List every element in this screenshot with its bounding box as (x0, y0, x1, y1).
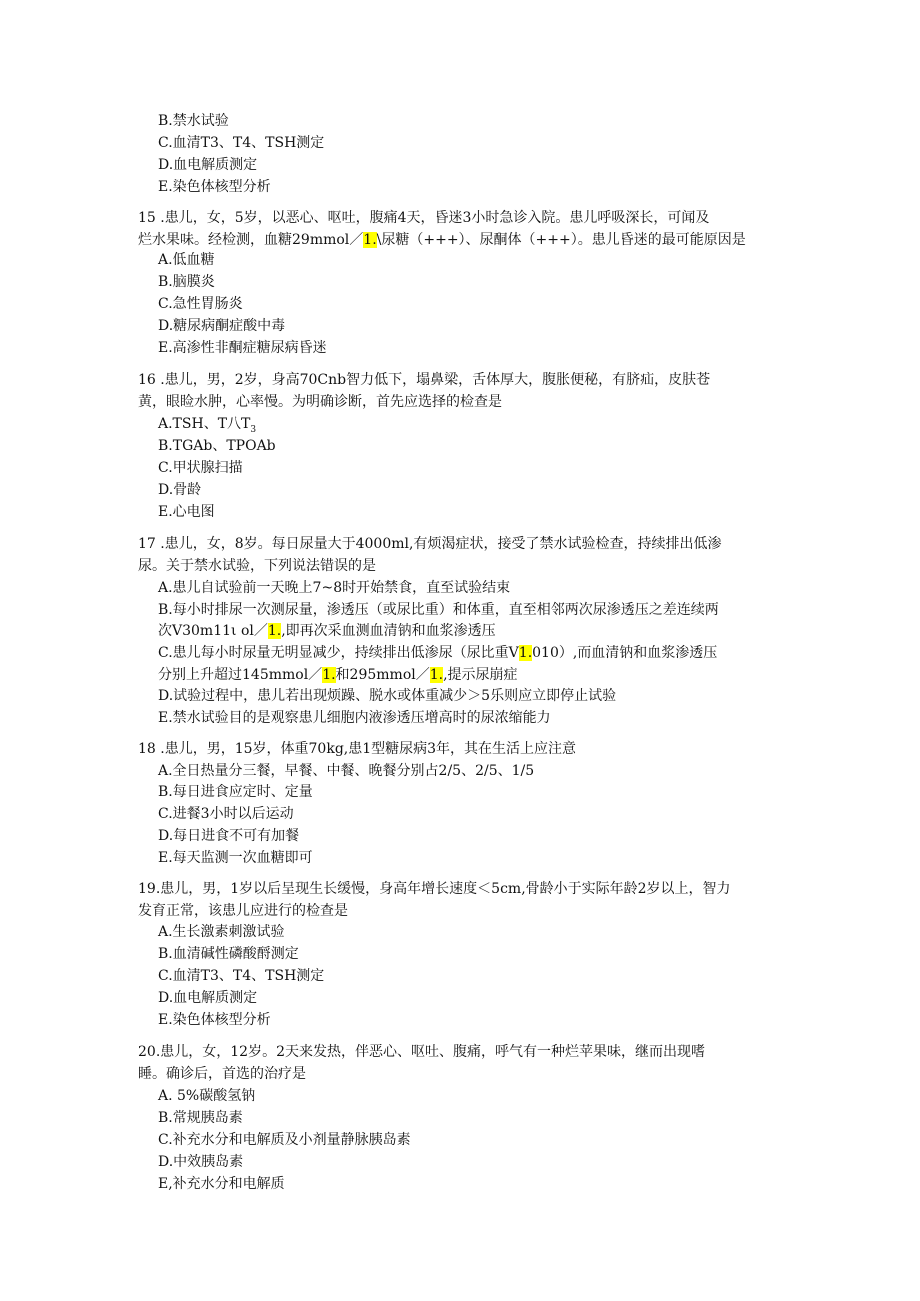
answer-option-line (158, 578, 510, 598)
text-segment: C.甲状腺扫描 (158, 460, 243, 476)
text-segment: C.患儿每小时尿量无明显减少，持续排出低渗尿（尿比重V (158, 645, 519, 661)
question-text-line (138, 879, 731, 899)
answer-option-line (158, 177, 271, 197)
answer-option-line (158, 826, 299, 846)
text-segment: A.全日热量分三餐，早餐、中餐、晚餐分别占2/5、2/5、1/5 (158, 763, 535, 779)
answer-option-line (158, 155, 257, 175)
answer-option-line (158, 804, 294, 824)
highlighted-text: 1. (267, 623, 282, 639)
answer-option-line (158, 272, 215, 292)
answer-option-line (158, 294, 243, 314)
answer-option-line (158, 436, 276, 456)
question-text-line (138, 208, 709, 228)
text-segment: 20.患儿，女，12岁。2天来发热，伴恶心、呕吐、腹痛，呼气有一种烂苹果味，继而出现嗜 (138, 1044, 705, 1060)
text-segment: 黄，眼睑水肿，心率慢。为明确诊断，首先应选择的检查是 (138, 394, 502, 410)
text-segment: D.试验过程中，患儿若出现烦躁、脱水或体重减少＞5乐则应立即停止试验 (158, 688, 617, 704)
text-segment: B.每日进食应定时、定量 (158, 784, 313, 800)
question-text-line (138, 370, 710, 390)
answer-option-line (158, 338, 327, 358)
answer-option-line (158, 1130, 411, 1150)
text-segment: 和295mmol／ (335, 667, 430, 683)
answer-option-line (158, 761, 534, 781)
text-segment: D.骨龄 (158, 482, 202, 498)
text-segment: ,提示尿崩症 (443, 667, 518, 683)
answer-option-line (158, 414, 256, 434)
question-text-line (138, 230, 746, 250)
answer-option-line (158, 250, 215, 270)
answer-option-line (158, 686, 616, 706)
text-segment: C.进餐3小时以后运动 (158, 806, 294, 822)
highlighted-text: 1. (322, 667, 336, 683)
text-segment: E,补充水分和电解质 (158, 1176, 285, 1192)
question-text-line (138, 901, 348, 921)
highlighted-text: 1. (518, 645, 533, 661)
text-segment: 010）,而血清钠和血浆渗透压 (532, 645, 718, 661)
text-segment: A. 5%碳酸氢钠 (158, 1088, 256, 1104)
answer-option-line (158, 502, 215, 522)
text-segment: E.每天监测一次血糖即可 (158, 850, 313, 866)
text-segment: C.血清T3、T4、TSH测定 (158, 968, 325, 984)
text-segment: B.TGAb、TPOAb (158, 438, 276, 454)
text-segment: E.高渗性非酮症糖尿病昏迷 (158, 340, 327, 356)
highlighted-text: 1. (363, 232, 377, 248)
text-segment: B.禁水试验 (158, 113, 229, 129)
text-segment: 发育正常，该患儿应进行的检查是 (138, 903, 348, 919)
text-segment: 睡。确诊后，首选的治疗是 (138, 1066, 306, 1082)
text-segment: 尿。关于禁水试验，下列说法错误的是 (138, 558, 376, 574)
question-text-line (138, 534, 721, 554)
answer-option-line (158, 621, 496, 641)
answer-option-line (158, 1086, 255, 1106)
text-segment: 烂水果味。经检测，血糖29mmol／ (138, 232, 364, 248)
text-segment: A.患儿自试验前一天晚上7~8时开始禁食，直至试验结束 (158, 580, 511, 596)
answer-option-line (158, 480, 201, 500)
question-text-line (138, 1042, 705, 1062)
question-text-line (138, 556, 376, 576)
text-segment: B.血清碱性磷酸酹测定 (158, 946, 299, 962)
answer-option-line (158, 643, 717, 663)
answer-option-line (158, 1108, 243, 1128)
text-segment: 19.患儿，男，1岁以后呈现生长缓慢，身高年增长速度＜5cm,骨龄小于实际年龄2岁以上，智力 (138, 881, 731, 897)
text-segment: D.血电解质测定 (158, 990, 258, 1006)
answer-option-line (158, 316, 285, 336)
answer-option-line (158, 111, 229, 131)
question-text-line (138, 1064, 306, 1084)
text-segment: B.每小时排尿一次测尿量，渗透压（或尿比重）和体重，直至相邻两次尿渗透压之差连续两 (158, 602, 719, 618)
subscript-text: 3 (250, 424, 257, 435)
answer-option-line (158, 848, 313, 868)
answer-option-line (158, 922, 285, 942)
answer-option-line (158, 600, 719, 620)
text-segment: \尿糖（+++）、尿酮体（+++）。患儿昏迷的最可能原因是 (376, 232, 746, 248)
text-segment: D.中效胰岛素 (158, 1154, 244, 1170)
question-text-line (138, 392, 502, 412)
text-segment: A.TSH、T八T (158, 416, 251, 432)
highlighted-text: 1. (429, 667, 444, 683)
question-text-line (138, 739, 576, 759)
text-segment: B.常规胰岛素 (158, 1110, 243, 1126)
answer-option-line (158, 1010, 271, 1030)
text-segment: D.每日进食不可有加餐 (158, 828, 300, 844)
text-segment: D.糖尿病酮症酸中毒 (158, 318, 286, 334)
text-segment: 次V30m11ι ol／ (158, 623, 268, 639)
text-segment: 16 .患儿，男，2岁，身高70Cnb智力低下，塌鼻梁，舌体厚大，腹胀便秘，有脐疝，皮肤苍 (138, 372, 711, 388)
answer-option-line (158, 708, 551, 728)
answer-option-line (158, 944, 299, 964)
answer-option-line (158, 458, 243, 478)
text-segment: ,即再次采血测血清钠和血浆渗透压 (281, 623, 496, 639)
text-segment: E.染色体核型分析 (158, 1012, 271, 1028)
text-segment: D.血电解质测定 (158, 157, 258, 173)
text-segment: E.心电图 (158, 504, 215, 520)
answer-option-line (158, 966, 324, 986)
text-segment: 15 .患儿，女，5岁，以恶心、呕吐，腹痛4天，昏迷3小时急诊入院。患儿呼吸深长，可闻及 (138, 210, 710, 226)
text-segment: 18 .患儿，男，15岁，体重70kg,患1型糖尿病3年，其在生活上应注意 (138, 741, 577, 757)
text-segment: 17 .患儿，女，8岁。每日尿量大于4000ml,有烦渴症状，接受了禁水试验检查，持续排出低渗 (138, 536, 722, 552)
text-segment: E.染色体核型分析 (158, 179, 271, 195)
text-segment: C.急性胃肠炎 (158, 296, 243, 312)
answer-option-line (158, 1152, 243, 1172)
answer-option-line (158, 782, 313, 802)
text-segment: E.禁水试验目的是观察患儿细胞内液渗透压增高时的尿浓缩能力 (158, 710, 551, 726)
answer-option-line (158, 665, 518, 685)
text-segment: A.生长激素刺激试验 (158, 924, 285, 940)
answer-option-line (158, 1174, 285, 1194)
text-segment: A.低血糖 (158, 252, 215, 268)
text-segment: C.补充水分和电解质及小剂量静脉胰岛素 (158, 1132, 411, 1148)
text-segment: B.脑膜炎 (158, 274, 215, 290)
answer-option-line (158, 988, 257, 1008)
answer-option-line (158, 133, 324, 153)
text-segment: 分别上升超过145mmol／ (158, 667, 323, 683)
text-segment: C.血清T3、T4、TSH测定 (158, 135, 325, 151)
